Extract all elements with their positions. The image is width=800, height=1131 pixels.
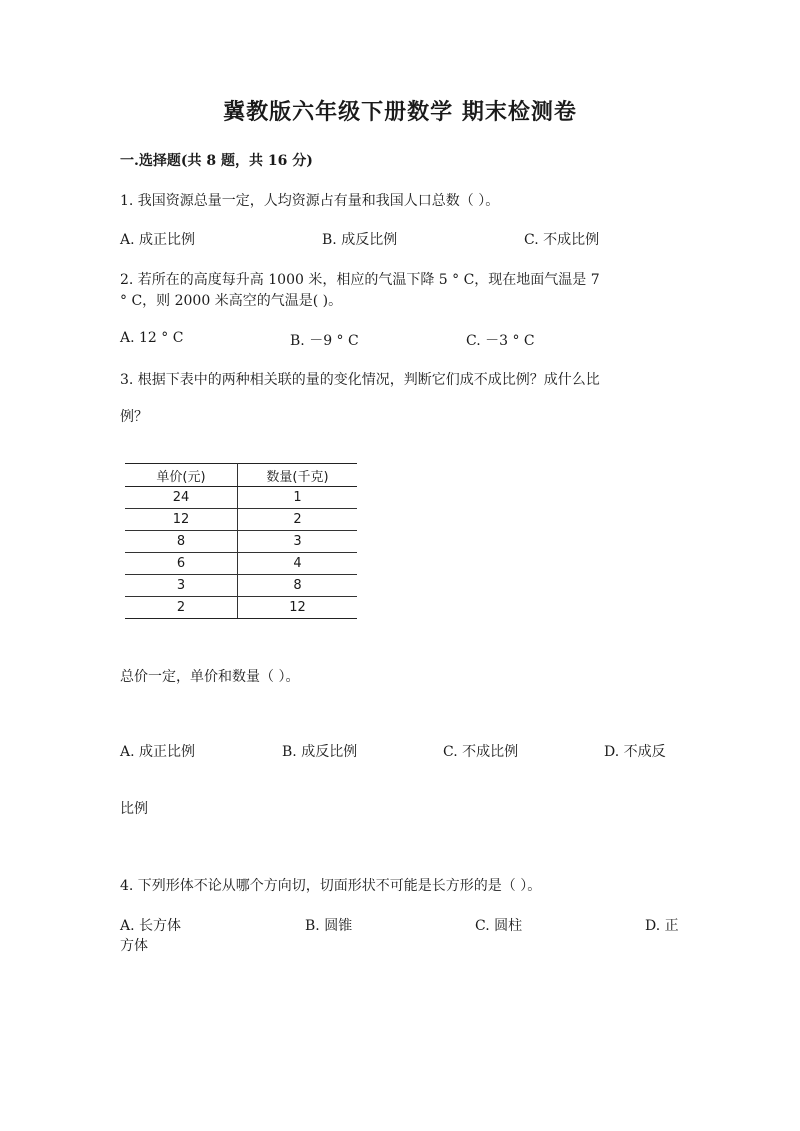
table-row [125,531,357,553]
table-cell: 3 [125,575,238,597]
question-4-option-c: C. 圆柱 [475,918,523,934]
question-3-text-line2: 例？ [120,409,148,425]
question-1-text: 1. 我国资源总量一定，人均资源占有量和我国人口总数（ ）。 [120,193,500,209]
table-cell: 4 [238,553,358,575]
question-1-option-a: A. 成正比例 [120,232,196,248]
table-header-cell: 数量(千克) [238,464,358,487]
question-3-text-line1: 3. 根据下表中的两种相关联的量的变化情况，判断它们成不成比例？成什么比 [120,372,600,388]
question-3-option-c: C. 不成比例 [443,744,519,760]
table-row [125,575,357,597]
table-cell: 8 [238,575,358,597]
question-2-option-c: C. －3 ° C [466,333,535,349]
question-4-option-b: B. 圆锥 [305,918,353,934]
question-2-text-line1: 2. 若所在的高度每升高 1000 米，相应的气温下降 5 ° C，现在地面气温是 7 [120,272,600,288]
table-cell: 12 [238,597,358,619]
table-header-row [125,464,357,487]
table-cell: 1 [238,487,358,509]
table-cell: 24 [125,487,238,509]
question-1-option-c: C. 不成比例 [524,232,600,248]
table-row [125,487,357,509]
table-row [125,597,357,619]
table-cell: 8 [125,531,238,553]
question-2-text-line2: ° C，则 2000 米高空的气温是( )。 [120,293,343,309]
question-4-option-d: D. 正 [645,918,679,934]
question-3-option-d: D. 不成反 [604,744,666,760]
table-cell: 2 [125,597,238,619]
question-3-option-d-wrap: 比例 [120,801,148,817]
question-4-option-a: A. 长方体 [120,918,182,934]
question-1-option-b: B. 成反比例 [322,232,398,248]
table-cell: 2 [238,509,358,531]
question-2-option-a: A. 12 ° C [120,330,184,346]
question-4-option-d-wrap: 方体 [120,938,148,954]
question-3-subtext: 总价一定，单价和数量（ ）。 [120,669,300,685]
table-header-cell: 单价(元) [125,464,238,487]
question-3-option-b: B. 成反比例 [282,744,358,760]
page-title: 冀教版六年级下册数学 期末检测卷 [223,99,577,125]
question-3-option-a: A. 成正比例 [120,744,196,760]
question-4-text: 4. 下列形体不论从哪个方向切，切面形状不可能是长方形的是（ ）。 [120,878,542,894]
table-cell: 6 [125,553,238,575]
table-row [125,509,357,531]
price-quantity-table [125,463,357,619]
section-heading: 一.选择题(共 8 题，共 16 分) [120,153,313,169]
question-2-option-b: B. －9 ° C [290,333,359,349]
table-cell: 12 [125,509,238,531]
table-cell: 3 [238,531,358,553]
table-row [125,553,357,575]
